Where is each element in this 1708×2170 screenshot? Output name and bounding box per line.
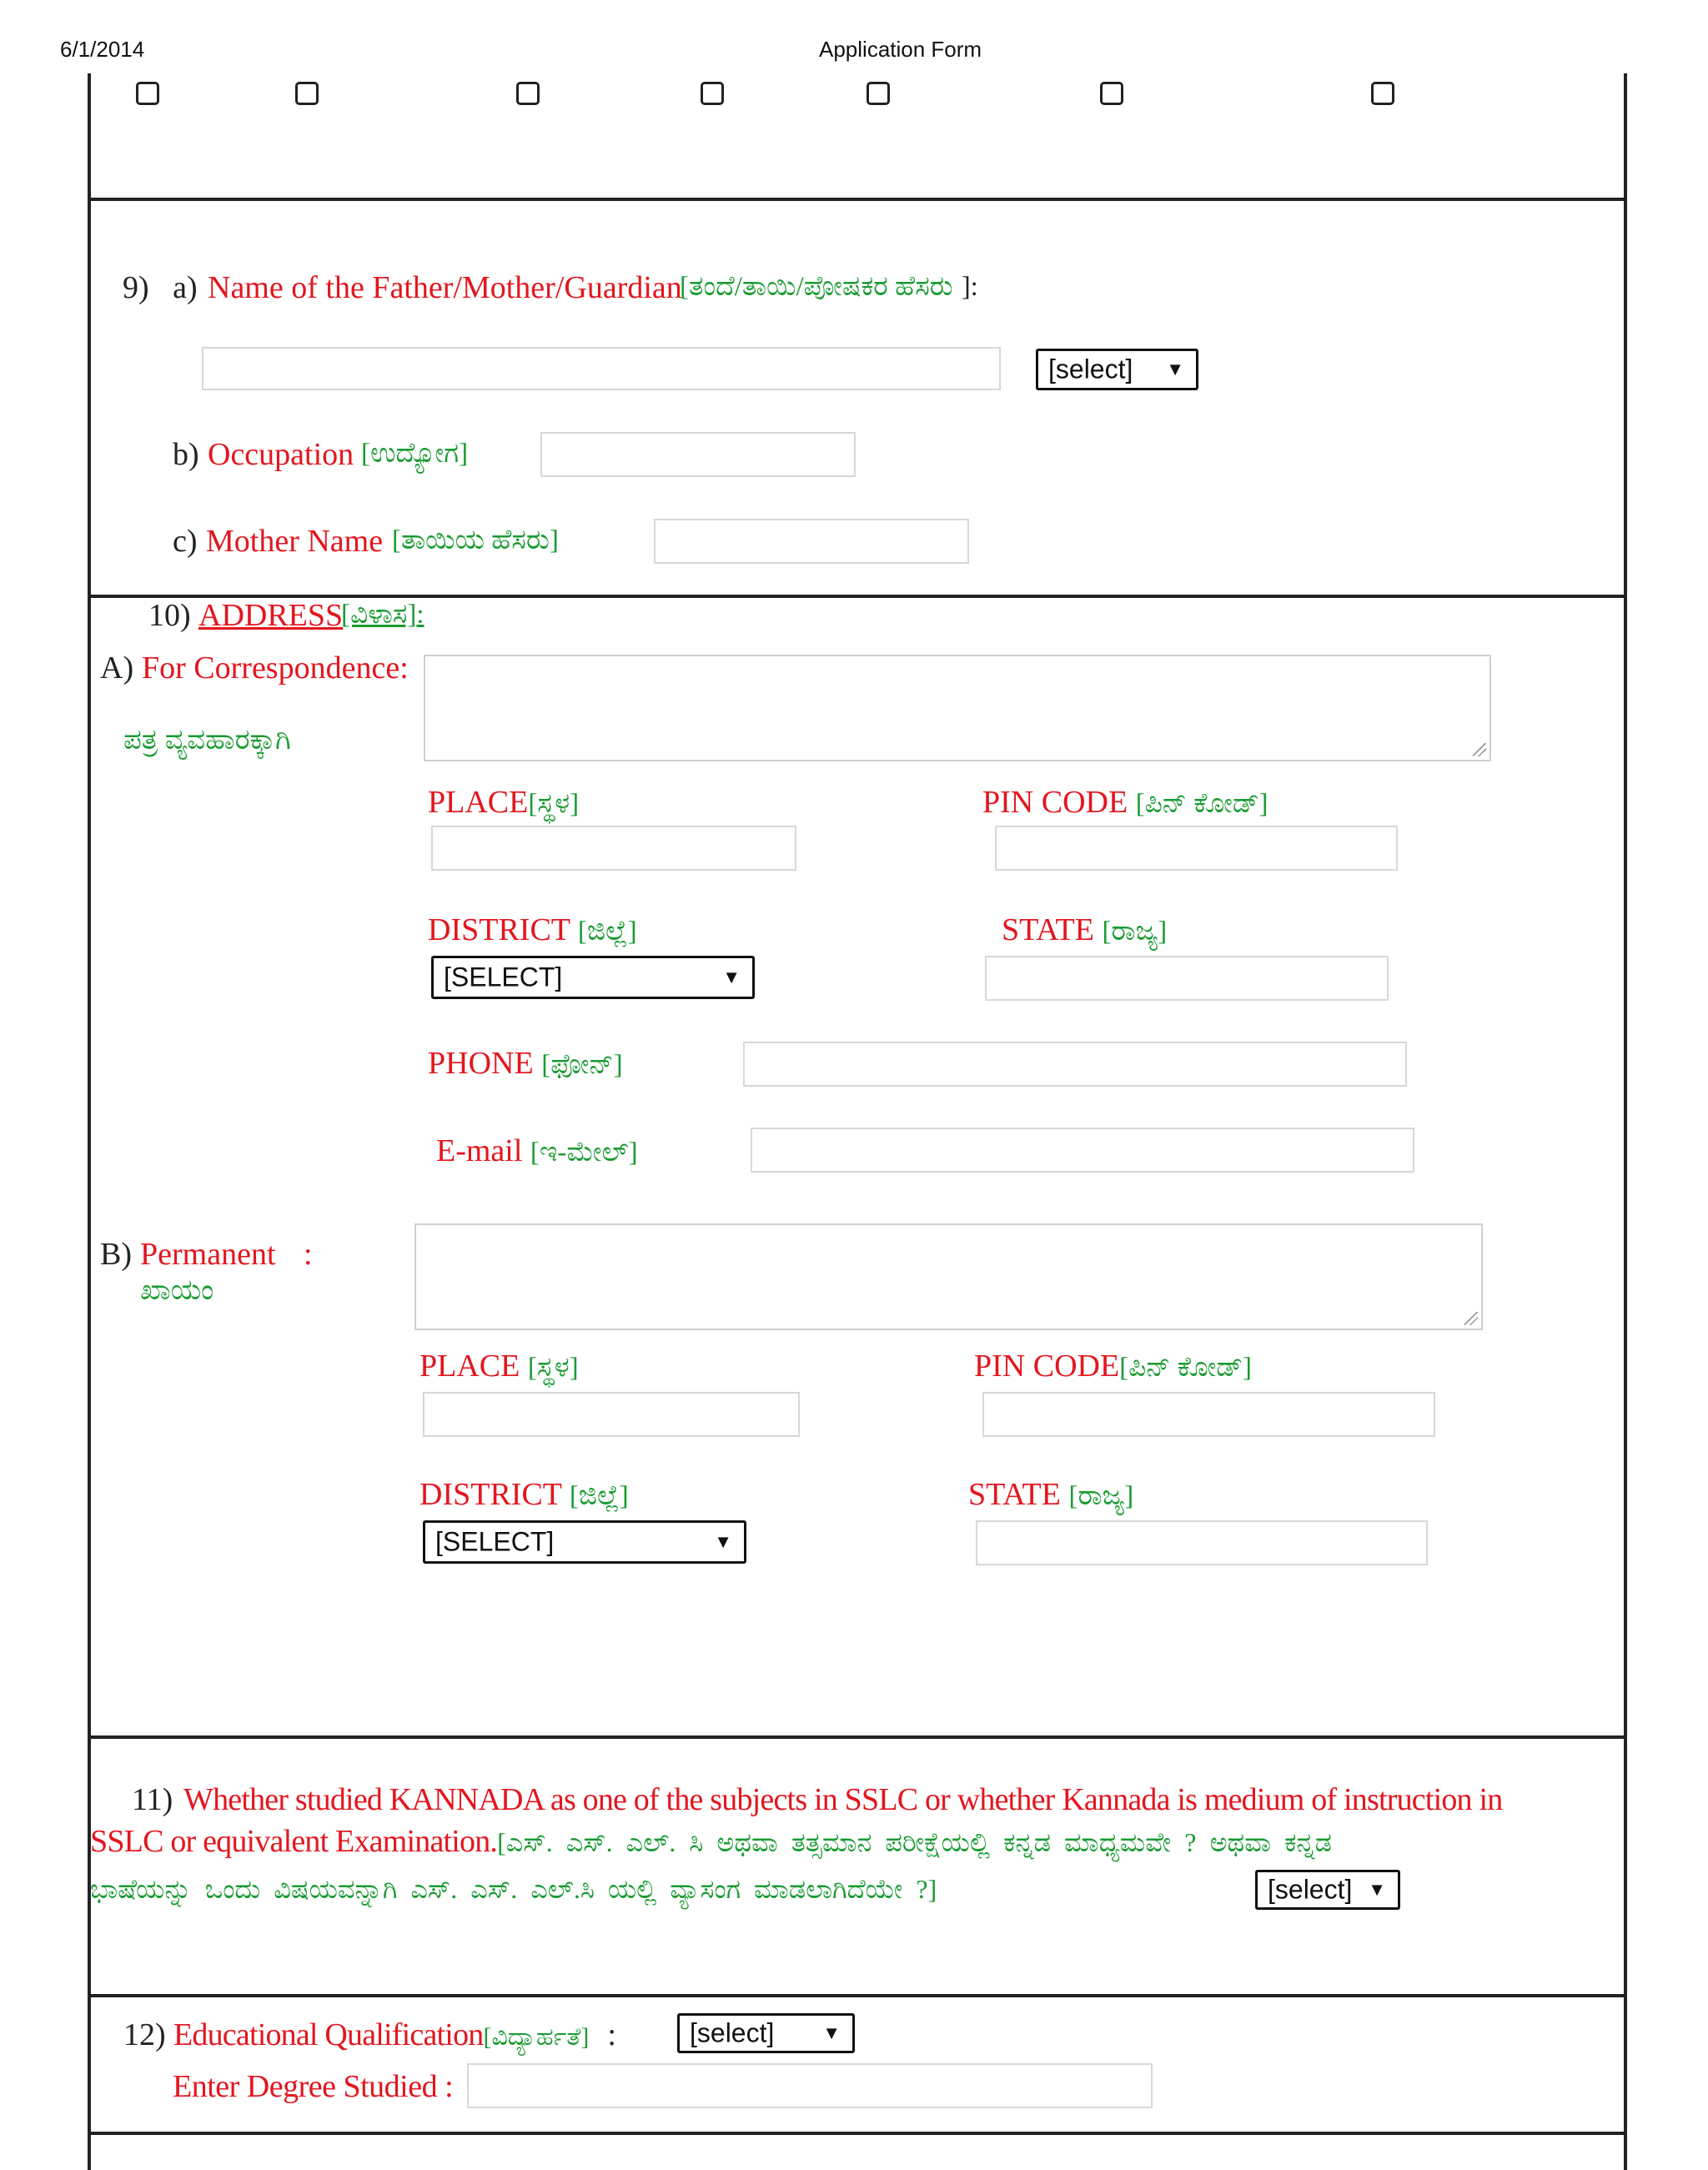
chevron-down-icon: ▼ [822,2022,841,2043]
a-label: A) [100,650,134,686]
page-title: Application Form [819,37,982,62]
email-input[interactable] [751,1128,1414,1173]
q12-number: 12) [123,2017,166,2052]
print-date: 6/1/2014 [60,37,145,62]
state2-label: STATE [ರಾಜ್ಯ] [968,1477,1134,1512]
form-border-right [1624,73,1627,2170]
checkbox[interactable] [1100,82,1123,105]
occupation-label: Occupation [208,437,354,472]
checkbox[interactable] [295,82,319,105]
chevron-down-icon: ▼ [722,967,741,987]
q11-line2: SSLC or equivalent Examination.[ಎಸ್. ಎಸ್. ಎಲ್. ಸಿ ಅಥವಾ ತತ್ಸಮಾನ ಪರೀಕ್ಷೆಯಲ್ಲಿ ಕನ್ನಡ ಮಾಧ್ಯಮವೇ ? ಅಥವಾ ಕನ್ನಡ [90,1824,1332,1859]
pincode2-label: PIN CODE[ಪಿನ್ ಕೋಡ್] [974,1349,1253,1384]
guardian-name-label: Name of the Father/Mother/Guardian [208,270,682,305]
district-select-value: [SELECT] [444,962,563,992]
district2-select-value: [SELECT] [435,1526,555,1557]
place2-input[interactable] [423,1392,800,1437]
chevron-down-icon: ▼ [714,1531,732,1552]
q9c-label: c) [173,524,198,559]
district2-label: DISTRICT [ಜಿಲ್ಲೆ] [419,1477,629,1512]
correspondence-address-textarea[interactable] [424,655,1491,761]
place-input[interactable] [431,826,796,871]
kannada-studied-select[interactable] [1255,1870,1400,1910]
section-divider [88,198,1627,201]
relation-select[interactable] [1036,349,1198,390]
q11-line1: Whether studied KANNADA as one of the subjects in SSLC or whether Kannada is medium of instruction in [183,1782,1503,1817]
section-divider [88,2132,1627,2135]
chevron-down-icon: ▼ [1166,359,1184,379]
education-label: Educational Qualification[ವಿದ್ಯಾರ್ಹತೆ] : [173,2017,616,2052]
phone-input[interactable] [743,1042,1407,1087]
email-label: E-mail [ಇ-ಮೇಲ್] [436,1133,638,1168]
permanent-label: Permanent [140,1237,276,1272]
education-select[interactable] [677,2013,855,2053]
pincode-input[interactable] [995,826,1398,871]
relation-select-value: [select] [1048,354,1133,384]
address-heading: ADDRESS [198,598,344,633]
q9-number: 9) a) [123,270,198,305]
checkbox[interactable] [516,82,540,105]
mother-name-input[interactable] [654,519,969,564]
q11-number: 11) [132,1782,173,1817]
checkbox[interactable] [136,82,159,105]
education-select-value: [select] [690,2017,775,2048]
section-divider [88,1735,1627,1739]
q9b-label: b) [173,437,199,472]
pincode-label: PIN CODE [ಪಿನ್ ಕೋಡ್] [982,785,1268,820]
permanent-colon: : [304,1237,313,1272]
mother-name-label: Mother Name [206,524,384,559]
state-input[interactable] [985,956,1389,1001]
district2-select[interactable] [423,1520,746,1564]
pincode2-input[interactable] [982,1392,1435,1437]
district-label: DISTRICT [ಜಿಲ್ಲೆ] [428,912,637,947]
checkbox[interactable] [867,82,890,105]
q10-number: 10) [148,598,191,633]
kannada-select-value: [select] [1268,1874,1353,1905]
occupation-label-kn: [ಉದ್ಯೋಗ] [361,439,469,469]
checkbox[interactable] [701,82,724,105]
phone-label: PHONE [ಫೋನ್] [428,1046,623,1081]
mother-name-label-kn: [ತಾಯಿಯ ಹೆಸರು] [392,525,559,555]
guardian-name-input[interactable] [202,347,1001,390]
correspondence-label-kn: ಪತ್ರ ವ್ಯವಹಾರಕ್ಕಾಗಿ [123,725,291,756]
permanent-label-kn: ಖಾಯಂ [140,1275,214,1306]
q11-line3: ಭಾಷೆಯನ್ನು ಒಂದು ವಿಷಯವನ್ನಾಗಿ ಎಸ್. ಎಸ್. ಎಲ್.ಸಿ ಯಲ್ಲಿ ವ್ಯಾಸಂಗ ಮಾಡಲಾಗಿದೆಯೇ ?] [90,1874,937,1904]
district-select[interactable] [431,956,755,999]
state-label: STATE [ರಾಜ್ಯ] [1002,912,1168,947]
occupation-input[interactable] [540,432,856,477]
resize-grip-icon[interactable] [1473,743,1486,756]
section-divider [88,1994,1627,1997]
address-heading-kn: [ವಿಳಾಸ]: [341,600,424,630]
resize-grip-icon[interactable] [1464,1312,1478,1325]
b-label: B) [100,1237,132,1272]
degree-label: Enter Degree Studied : [173,2069,454,2104]
place2-label: PLACE [ಸ್ಥಳ] [419,1349,579,1384]
checkbox[interactable] [1371,82,1394,105]
place-label: PLACE[ಸ್ಥಳ] [428,785,580,820]
correspondence-label: For Correspondence: [142,650,409,686]
permanent-address-textarea[interactable] [414,1223,1483,1330]
degree-input[interactable] [467,2063,1153,2108]
chevron-down-icon: ▼ [1368,1879,1386,1900]
guardian-name-label-kn: [ತಂದೆ/ತಾಯಿ/ಪೋಷಕರ ಹೆಸರು ]: [680,272,978,302]
state2-input[interactable] [976,1520,1428,1565]
